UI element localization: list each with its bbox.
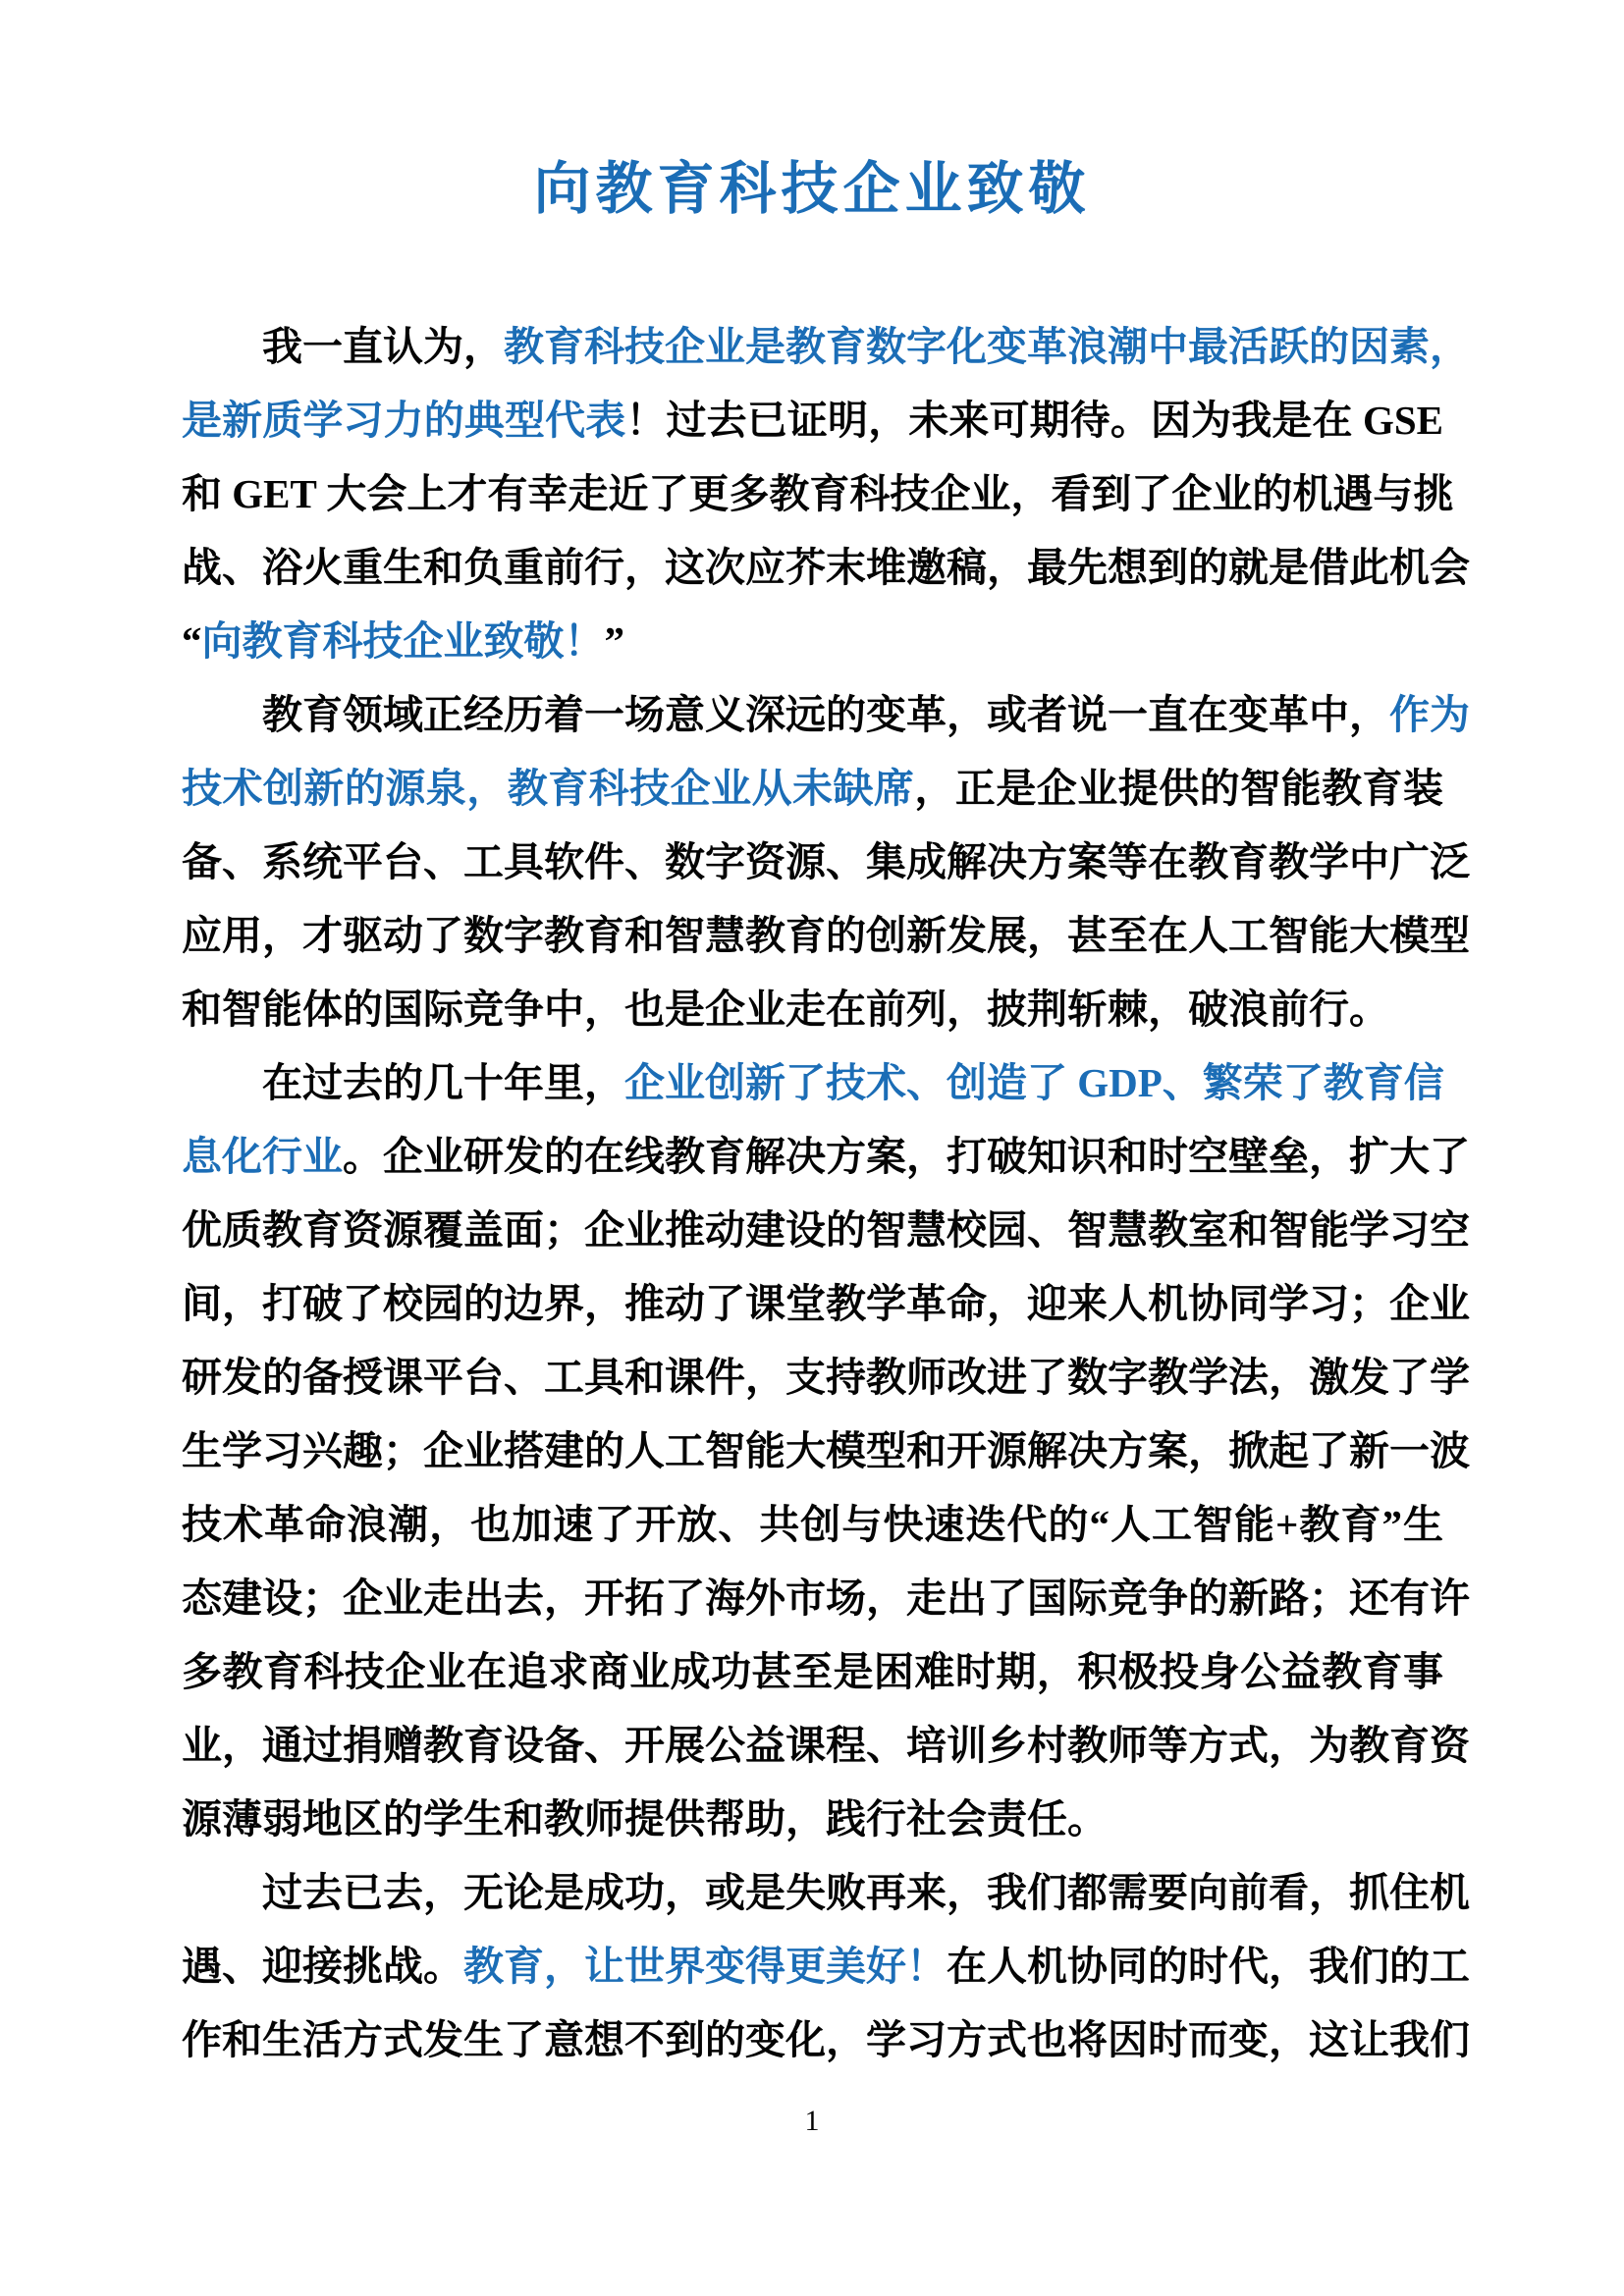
text-segment: 战、浴火重生和负重前行，这次应芥末堆邀稿，最先想到的就是借此机会	[182, 545, 1470, 590]
text-line	[182, 1562, 1470, 1635]
text-segment: 备、系统平台、工具软件、数字资源、集成解决方案等在教育教学中广泛	[182, 839, 1470, 884]
text-segment: ”	[604, 618, 624, 664]
text-line	[182, 457, 1454, 531]
text-segment: 过去已去，无论是成功，或是失败再来，我们都需要向前看，抓住机	[262, 1870, 1470, 1915]
text-segment: 多教育科技企业在追求商业成功甚至是困难时期，积极投身公益教育事	[182, 1649, 1443, 1694]
text-line	[182, 678, 1470, 752]
text-segment: 研发的备授课平台、工具和课件，支持教师改进了数字教学法，激发了学	[182, 1355, 1470, 1400]
text-line	[182, 1709, 1470, 1783]
text-segment: 在过去的几十年里，	[262, 1060, 624, 1105]
highlighted-text-segment: 息化行业	[182, 1134, 343, 1179]
text-line	[182, 899, 1470, 973]
text-line	[182, 1341, 1470, 1415]
text-line	[182, 1635, 1443, 1709]
highlighted-text-segment: 企业创新了技术、创造了 GDP、繁荣了教育信	[624, 1060, 1444, 1105]
text-line	[182, 1783, 1443, 1856]
text-segment: ！过去已证明，未来可期待。因为我是在 GSE	[625, 398, 1443, 443]
highlighted-text-segment: 教育，让世界变得更美好！	[463, 1944, 947, 1989]
text-segment: 我一直认为，	[262, 324, 504, 369]
text-segment: 生学习兴趣；企业搭建的人工智能大模型和开源解决方案，掀起了新一波	[182, 1428, 1470, 1473]
text-line	[182, 752, 1443, 826]
document-title: 向教育科技企业致敬	[533, 157, 1091, 221]
text-segment: 和 GET 大会上才有幸走近了更多教育科技企业，看到了企业的机遇与挑	[182, 471, 1454, 516]
page-number: 1	[804, 2105, 820, 2137]
text-line	[182, 531, 1470, 605]
text-segment: 遇、迎接挑战。	[182, 1944, 463, 1989]
text-segment: 间，打破了校园的边界，推动了课堂教学革命，迎来人机协同学习；企业	[182, 1281, 1470, 1326]
text-line	[182, 1415, 1470, 1488]
text-line	[182, 1267, 1470, 1341]
text-segment: “	[182, 618, 202, 664]
text-line	[182, 310, 1470, 384]
text-line	[182, 973, 1443, 1046]
text-line	[182, 1046, 1443, 1120]
document-body	[182, 310, 1470, 2077]
text-segment: 作和生活方式发生了意想不到的变化，学习方式也将因时而变，这让我们	[182, 2017, 1470, 2062]
text-segment: 教育领域正经历着一场意义深远的变革，或者说一直在变革中，	[262, 692, 1389, 737]
text-segment: 技术革命浪潮，也加速了开放、共创与快速迭代的“人工智能+教育”生	[182, 1502, 1443, 1547]
text-line	[182, 1856, 1470, 1930]
text-segment: ，正是企业提供的智能教育装	[914, 766, 1444, 811]
text-segment: 优质教育资源覆盖面；企业推动建设的智慧校园、智慧教室和智能学习空	[182, 1207, 1470, 1253]
highlighted-text-segment: 是新质学习力的典型代表	[182, 398, 626, 443]
text-line	[182, 1488, 1443, 1562]
text-segment: 在人机协同的时代，我们的工	[947, 1944, 1470, 1989]
text-line	[182, 2003, 1470, 2077]
text-line	[182, 384, 1443, 457]
text-segment: 。企业研发的在线教育解决方案，打破知识和时空壁垒，扩大了	[343, 1134, 1470, 1179]
text-line	[182, 1120, 1470, 1194]
highlighted-text-segment: 教育科技企业是教育数字化变革浪潮中最活跃的因素，	[504, 324, 1470, 369]
text-line	[182, 1930, 1470, 2003]
highlighted-text-segment: 向教育科技企业致敬！	[201, 618, 605, 664]
text-segment: 源薄弱地区的学生和教师提供帮助，践行社会责任。	[182, 1796, 1108, 1842]
text-segment: 业，通过捐赠教育设备、开展公益课程、培训乡村教师等方式，为教育资	[182, 1723, 1470, 1768]
text-segment: 应用，才驱动了数字教育和智慧教育的创新发展，甚至在人工智能大模型	[182, 913, 1470, 958]
text-line	[182, 1194, 1470, 1267]
text-line	[182, 826, 1470, 899]
text-segment: 态建设；企业走出去，开拓了海外市场，走出了国际竞争的新路；还有许	[182, 1575, 1470, 1621]
highlighted-text-segment: 技术创新的源泉，教育科技企业从未缺席	[182, 766, 915, 811]
highlighted-text-segment: 作为	[1389, 692, 1470, 737]
text-line	[182, 605, 1443, 678]
text-segment: 和智能体的国际竞争中，也是企业走在前列，披荆斩棘，破浪前行。	[182, 987, 1389, 1032]
